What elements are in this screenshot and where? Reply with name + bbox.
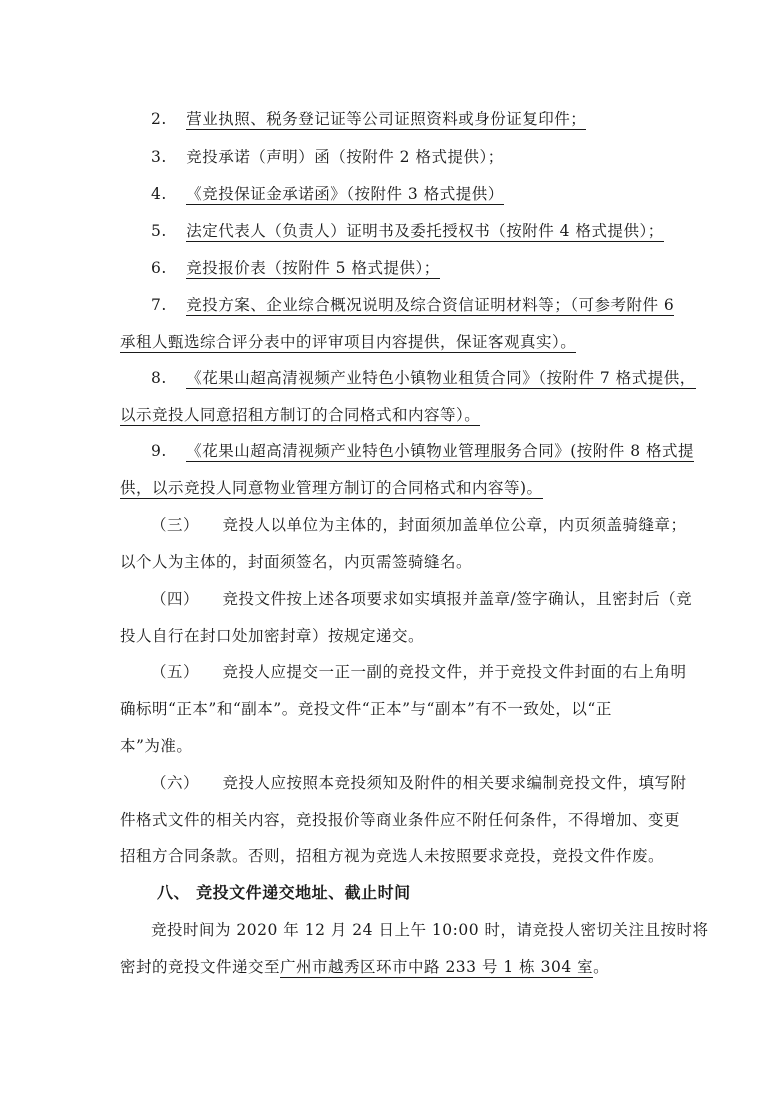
- item-number: 9.: [151, 442, 167, 460]
- paragraph-line2: 件格式文件的相关内容，竞投报价等商业条件应不附任何条件，不得增加、变更: [120, 811, 681, 829]
- paragraph-5: [151, 661, 686, 683]
- paragraph-line1: 竞投人以单位为主体的，封面须加盖单位公章，内页须盖骑缝章；: [222, 516, 687, 534]
- section-body-line2: [120, 956, 609, 978]
- list-item-2: [151, 108, 586, 130]
- submit-suffix: 。: [593, 958, 610, 976]
- item-text-line1: 《花果山超高清视频产业特色小镇物业管理服务合同》(按附件 8 格式提: [186, 442, 694, 460]
- item-text-line1: 《花果山超高清视频产业特色小镇物业租赁合同》（按附件 7 格式提供，: [186, 369, 696, 387]
- section-body-line1: [151, 919, 708, 941]
- list-item-8: [151, 367, 696, 389]
- item-number: 4.: [151, 185, 167, 203]
- item-text: 竞投报价表（按附件 5 格式提供）；: [186, 259, 440, 277]
- item-text-line1: 竞投方案、企业综合概况说明及综合资信证明材料等；（可参考附件 6: [186, 296, 675, 314]
- paragraph-5-cont: [120, 698, 612, 720]
- submit-prefix: 密封的竞投文件递交至: [120, 958, 281, 976]
- submit-address: 广州市越秀区环市中路 233 号 1 栋 304 室: [280, 958, 594, 976]
- paragraph-label: （六）: [151, 774, 200, 792]
- item-number: 2.: [151, 110, 167, 128]
- list-item-9-cont: [120, 477, 543, 499]
- item-number: 5.: [151, 222, 167, 240]
- list-item-6: [151, 257, 440, 279]
- paragraph-3: [151, 514, 686, 536]
- list-item-7: [151, 294, 674, 316]
- list-item-7-cont: [120, 331, 576, 353]
- item-text-line2: 承租人甄选综合评分表中的评审项目内容提供，保证客观真实）。: [120, 333, 577, 351]
- paragraph-label: （四）: [151, 590, 200, 608]
- paragraph-label: （五）: [151, 663, 200, 681]
- item-text: 营业执照、税务登记证等公司证照资料或身份证复印件；: [186, 110, 587, 128]
- paragraph-label: （三）: [151, 516, 200, 534]
- deadline-text: 竞投时间为 2020 年 12 月 24 日上午 10:00 时，请竞投人密切关注且按时将: [151, 921, 709, 939]
- list-item-8-cont: [120, 404, 480, 426]
- paragraph-line1: 竞投人应按照本竞投须知及附件的相关要求编制竞投文件，填写附: [222, 774, 687, 792]
- item-text: 法定代表人（负责人）证明书及委托授权书（按附件 4 格式提供）；: [186, 222, 664, 240]
- paragraph-5-cont2: [120, 735, 192, 757]
- paragraph-6-cont: [120, 809, 680, 831]
- item-text-line2: 以示竞投人同意招租方制订的合同格式和内容等）。: [120, 406, 481, 424]
- paragraph-4-cont: [120, 625, 424, 647]
- paragraph-line2: 确标明“正本”和“副本”。竞投文件“正本”与“副本”有不一致处，以“正: [120, 700, 612, 718]
- paragraph-line3: 招租方合同条款。否则，招租方视为竞选人未按照要求竞投，竞投文件作废。: [120, 847, 665, 865]
- paragraph-line1: 竞投人应提交一正一副的竞投文件，并于竞投文件封面的右上角明: [222, 663, 687, 681]
- list-item-4: [151, 183, 504, 205]
- paragraph-line2: 投人自行在封口处加密封章）按规定递交。: [120, 627, 425, 645]
- paragraph-4: [151, 588, 692, 610]
- paragraph-line1: 竞投文件按上述各项要求如实填报并盖章/签字确认，且密封后（竞: [222, 590, 693, 608]
- item-number: 3.: [151, 148, 167, 166]
- section-heading: 八、 竞投文件递交地址、截止时间: [157, 883, 411, 902]
- item-text: 《竞投保证金承诺函》（按附件 3 格式提供）: [186, 185, 504, 203]
- item-number: 6.: [151, 259, 167, 277]
- paragraph-line3: 本”为准。: [120, 737, 193, 755]
- item-number: 7.: [151, 296, 167, 314]
- paragraph-line2: 以个人为主体的，封面须签名，内页需签骑缝名。: [120, 553, 473, 571]
- list-item-5: [151, 220, 664, 242]
- paragraph-3-cont: [120, 551, 472, 573]
- list-item-3: [151, 146, 504, 168]
- paragraph-6: [151, 772, 686, 794]
- list-item-9: [151, 440, 694, 462]
- item-text-line2: 供，以示竞投人同意物业管理方制订的合同格式和内容等)。: [120, 479, 543, 497]
- item-number: 8.: [151, 369, 167, 387]
- item-text: 竞投承诺（声明）函（按附件 2 格式提供）；: [186, 148, 504, 166]
- paragraph-6-cont2: [120, 845, 664, 867]
